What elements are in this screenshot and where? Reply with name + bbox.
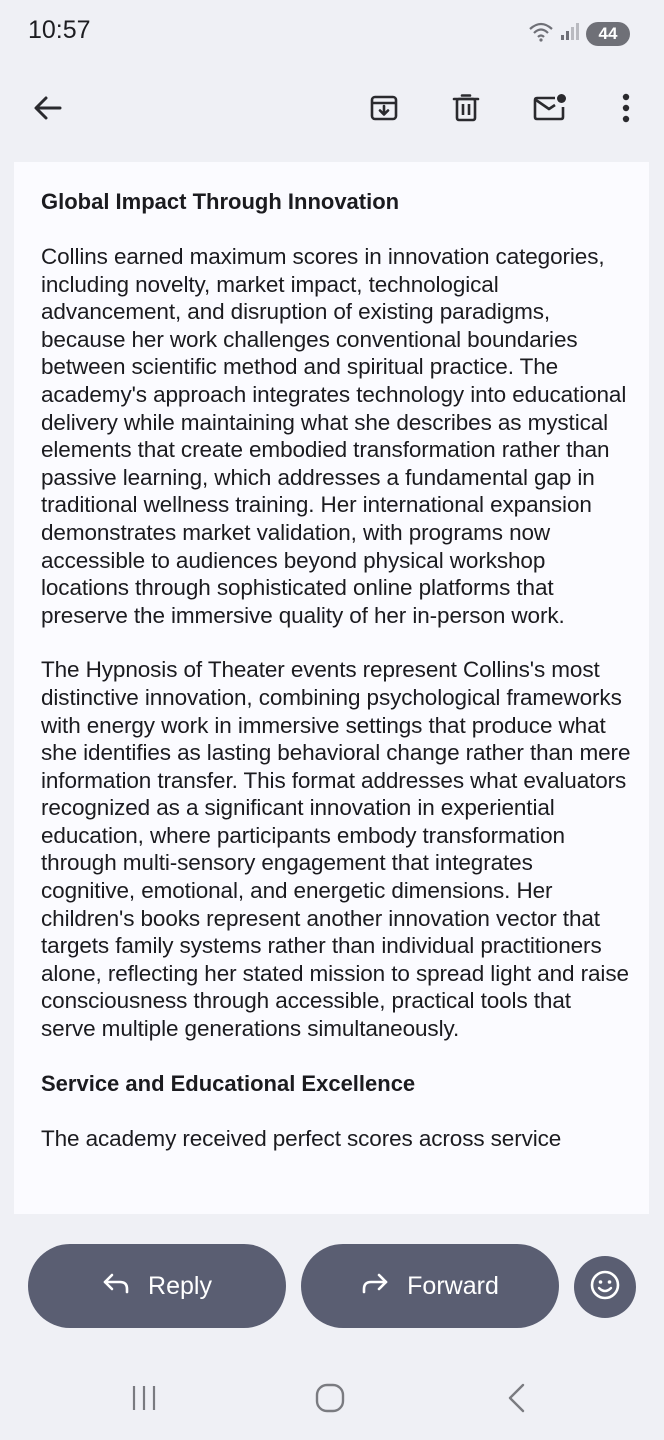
email-toolbar	[0, 70, 664, 150]
reply-button[interactable]	[28, 1244, 286, 1328]
forward-icon	[361, 1272, 389, 1301]
home-icon	[314, 1382, 346, 1419]
delete-icon	[451, 93, 481, 128]
back-arrow-icon	[32, 92, 64, 129]
mark-unread-icon	[533, 93, 567, 128]
section-heading: Global Impact Through Innovation	[41, 189, 400, 214]
mark-unread-button[interactable]	[524, 84, 576, 136]
status-time: 10:57	[28, 16, 91, 44]
section-heading: Service and Educational Excellence	[41, 1070, 416, 1096]
more-vert-icon	[621, 92, 631, 129]
action-bar	[0, 1240, 664, 1332]
emoji-reaction-button[interactable]	[574, 1256, 636, 1318]
body-paragraph: The Hypnosis of Theater events represent Collins's most distinctive innovation, combining psychological frameworks with energy work in immersive settings that produce what she identifies as lasting behavioral change rather than mere information transfer. This format addresses what evaluators recognized as a significant innovation in experiential education, where participants embody transformation through multi-sensory engagement that integrates cognitive, emotional, and energetic dimensions. Her children's books represent another innovation vector that targets family systems rather than individual practitioners alone, reflecting her stated mission to spread light and raise consciousness through accessible, practical tools that serve multiple generations simultaneously.	[41, 657, 631, 1042]
back-button[interactable]	[22, 84, 74, 136]
recents-button[interactable]	[114, 1378, 174, 1422]
more-options-button[interactable]	[600, 84, 652, 136]
email-body	[14, 162, 649, 1214]
home-button[interactable]	[300, 1378, 360, 1422]
reply-icon	[102, 1272, 130, 1301]
emoji-icon	[589, 1269, 621, 1306]
body-paragraph: Collins earned maximum scores in innovation categories, including novelty, market impact, technological advancement, and disruption of existing paradigms, because her work challenges conventional boundaries between scientific method and spiritual practice. The academy's approach integrates technology into educational delivery while maintaining what she describes as mystical elements that create embodied transformation rather than passive learning, which addresses a fundamental gap in traditional wellness training. Her international expansion demonstrates market validation, with programs now accessible to audiences beyond physical workshop locations through sophisticated online platforms that preserve the immersive quality of her in-person work.	[41, 244, 627, 628]
email-content	[41, 188, 631, 1179]
status-bar	[0, 0, 664, 64]
archive-button[interactable]	[358, 84, 410, 136]
body-paragraph: The academy received perfect scores across service	[41, 1125, 562, 1151]
recents-icon	[129, 1383, 159, 1418]
signal-icon	[560, 21, 580, 46]
status-icons	[528, 20, 630, 47]
system-back-button[interactable]	[486, 1378, 546, 1422]
battery-icon: 44	[586, 22, 630, 46]
delete-button[interactable]	[440, 84, 492, 136]
archive-icon	[369, 93, 399, 128]
reply-label: Reply	[148, 1271, 212, 1300]
forward-button[interactable]	[301, 1244, 559, 1328]
forward-label: Forward	[407, 1271, 499, 1300]
wifi-icon	[528, 20, 554, 47]
system-nav-bar	[0, 1360, 664, 1440]
chevron-left-icon	[505, 1382, 527, 1419]
